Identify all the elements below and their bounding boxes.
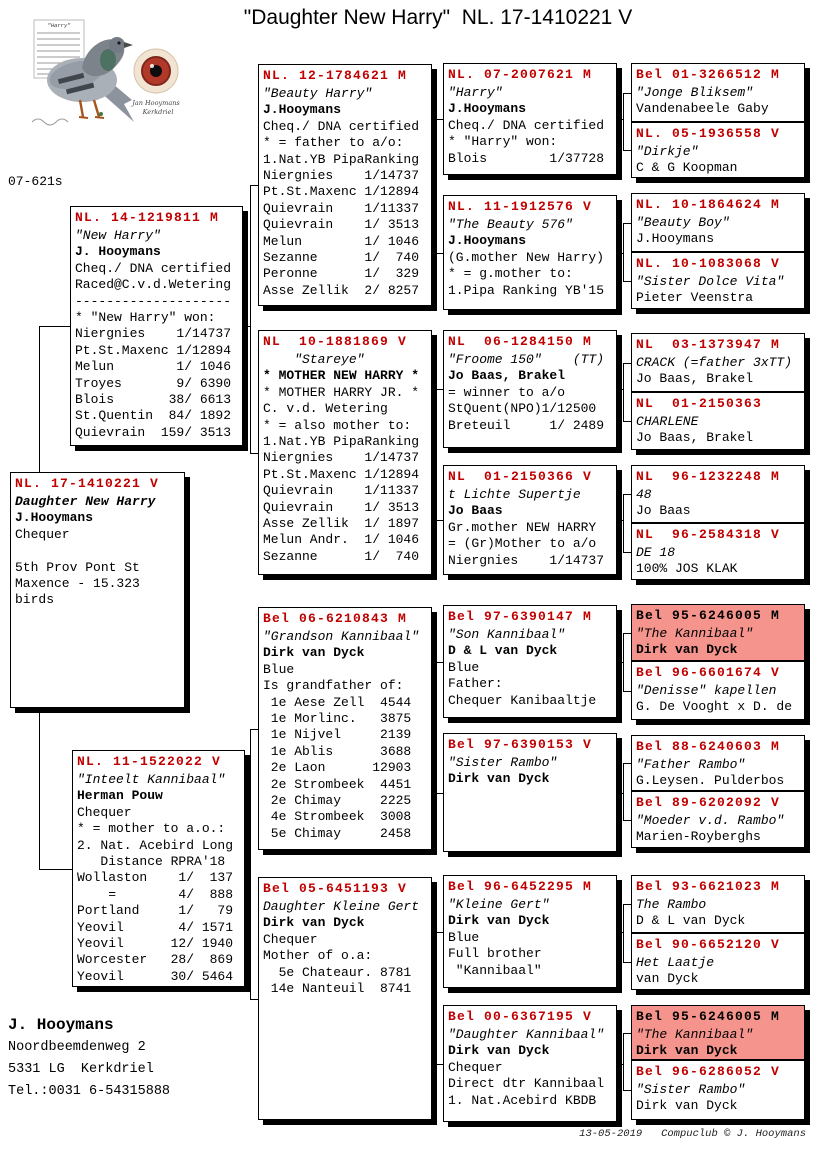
pedigree-box-g3p13 [631, 875, 805, 933]
ring-number: Bel 96-6452295 M [448, 879, 593, 894]
pedigree-box-g3p12 [631, 791, 805, 848]
pedigree-text-line: J.Hooymans [636, 231, 715, 247]
pedigree-connector-line [623, 1033, 631, 1034]
ring-number: NL. 07-2007621 M [448, 67, 593, 82]
pedigree-text-line: Yeovil 4/ 1571 [77, 919, 234, 935]
photo-caption-name: Jan Hooymans [132, 99, 180, 107]
pedigree-text-line: Cheq./ DNA certified [448, 117, 605, 133]
pedigree-connector-line [623, 494, 631, 495]
pedigree-text-line: Quievrain 1/11337 [263, 200, 420, 216]
pedigree-connector-line [243, 326, 251, 327]
pedigree-connector-line [623, 691, 631, 692]
pedigree-text-line: Het Laatje [636, 955, 715, 970]
ring-number: NL. 10-1864624 M [636, 197, 781, 212]
pedigree-text-line: DE 18 [636, 545, 676, 560]
pedigree-text-line: "Grandson Kannibaal" [263, 629, 420, 644]
pedigree-text-line: Pt.St.Maxenc 1/12894 [75, 342, 232, 358]
pedigree-connector-line [436, 793, 443, 794]
pedigree-text-line: 100% JOS KLAK [636, 561, 738, 577]
pedigree-connector-line [436, 389, 437, 521]
pedigree-text-line: G.Leysen. Pulderbos [636, 773, 785, 789]
pedigree-text-line: Blue [448, 659, 480, 675]
pedigree-box-g3p9 [631, 604, 805, 661]
pedigree-text-line: 1e Morlinc. 3875 [263, 711, 412, 727]
pedigree-box-g3p2 [631, 122, 805, 178]
pedigree-text-line: "Froome 150" (TT) [448, 352, 605, 367]
footer-phone: Tel.:0031 6-54315888 [8, 1084, 171, 1099]
pedigree-box-g3p10 [631, 661, 805, 720]
pedigree-text-line: 1e Ablis 3688 [263, 743, 412, 759]
pedigree-text-line: J.Hooymans [448, 101, 527, 117]
pedigree-connector-line [623, 494, 624, 553]
pedigree-text-line: Pieter Veenstra [636, 290, 754, 306]
pedigree-connector-line [623, 281, 631, 282]
pedigree-text-line: Dirk van Dyck [448, 913, 550, 929]
pedigree-text-line: Daughter New Harry [15, 494, 156, 509]
pedigree-text-line: Jo Baas, Brakel [636, 371, 754, 387]
pedigree-box-g3p14 [631, 933, 805, 990]
pedigree-text-line: Jo Baas [636, 503, 691, 519]
pedigree-text-line: "New Harry" [75, 228, 161, 243]
pedigree-text-line: * = also mother to: [263, 417, 412, 433]
pedigree-box-g3p11 [631, 735, 805, 791]
pedigree-connector-line [623, 421, 631, 422]
pedigree-text-line: Blue [448, 929, 480, 945]
ring-number: NL 01-2150363 [636, 396, 763, 411]
ring-number: Bel 00-6367195 V [448, 1009, 593, 1024]
pedigree-text-line: * MOTHER HARRY JR. * [263, 384, 420, 400]
pigeon-photo [6, 18, 211, 136]
pedigree-connector-line [623, 763, 631, 764]
pedigree-text-line: = (Gr)Mother to a/o [448, 536, 597, 552]
pedigree-text-line: 4e Strombeek 3008 [263, 809, 412, 825]
pedigree-text-line: 48 [636, 487, 652, 502]
pedigree-text-line: Jo Baas [448, 503, 503, 519]
pedigree-text-line: Portland 1/ 79 [77, 903, 234, 919]
pedigree-text-line: 5th Prov Pont St [15, 559, 140, 575]
footer-address-line1: Noordbeemdenweg 2 [8, 1040, 146, 1055]
pedigree-text-line: St.Quentin 84/ 1892 [75, 408, 232, 424]
ring-number: NL. 11-1522022 V [77, 754, 222, 769]
pedigree-text-line: The Rambo [636, 897, 707, 912]
pedigree-connector-line [39, 326, 70, 327]
pedigree-box-g3p6 [631, 392, 805, 450]
pedigree-text-line: Quievrain 1/11337 [263, 483, 420, 499]
pedigree-connector-line [436, 1064, 443, 1065]
ring-number: NL. 14-1219811 M [75, 210, 220, 225]
pedigree-text-line: "The Kannibaal" [636, 626, 754, 641]
pedigree-connector-line [623, 763, 624, 821]
pedigree-connector-line [432, 999, 437, 1000]
pedigree-connector-line [436, 662, 443, 663]
pedigree-text-line: Niergnies 1/14737 [263, 450, 420, 466]
pedigree-text-line: "Kannibaal" [448, 962, 542, 978]
pedigree-box-g3p5 [631, 333, 805, 392]
pedigree-text-line: Breteuil 1/ 2489 [448, 417, 605, 433]
pedigree-text-line: 14e Nanteuil 8741 [263, 981, 412, 997]
ring-number: Bel 06-6210843 M [263, 611, 408, 626]
pedigree-box-g3p1 [631, 63, 805, 122]
pedigree-text-line: 5e Chimay 2458 [263, 825, 412, 841]
pedigree-text-line: 1. Nat.Acebird KBDB [448, 1092, 597, 1108]
pedigree-text-line: 1.Pipa Ranking YB'15 [448, 282, 605, 298]
ring-number: Bel 96-6601674 V [636, 665, 781, 680]
pedigree-text-line: (G.mother New Harry) [448, 249, 605, 265]
pedigree-connector-line [39, 869, 72, 870]
pedigree-text-line: "Beauty Boy" [636, 215, 730, 230]
ring-number: NL 96-2584318 V [636, 527, 781, 542]
pedigree-text-line [15, 543, 180, 559]
pedigree-text-line: 2e Chimay 2225 [263, 793, 412, 809]
pedigree-text-line: "Father Rambo" [636, 757, 746, 772]
pedigree-text-line: 2e Strombeek 4451 [263, 776, 412, 792]
pedigree-box-ggp2 [443, 195, 617, 310]
ring-number: NL 96-1232248 M [636, 469, 781, 484]
ring-number: NL 10-1881869 V [263, 334, 408, 349]
pedigree-text-line: "Son Kannibaal" [448, 627, 566, 642]
pedigree-connector-line [250, 185, 251, 454]
pedigree-text-line: t Lichte Supertje [448, 487, 581, 502]
ring-number: NL. 17-1410221 V [15, 476, 160, 491]
pedigree-text-line: * = father to a/o: [263, 135, 404, 151]
pedigree-text-line: Asse Zellik 1/ 1897 [263, 516, 420, 532]
pedigree-card-title: "Harry" [47, 22, 71, 29]
pedigree-text-line: Blois 1/37728 [448, 150, 605, 166]
ring-number: NL. 11-1912576 V [448, 199, 593, 214]
ring-number: Bel 97-6390147 M [448, 609, 593, 624]
pedigree-connector-line [623, 363, 631, 364]
pedigree-box-ggp6 [443, 733, 617, 852]
pedigree-connector-line [617, 793, 624, 794]
pedigree-connector-line [623, 904, 624, 963]
pedigree-connector-line [623, 904, 631, 905]
pedigree-text-line: -------------------- [75, 293, 232, 309]
footer-owner-name: J. Hooymans [8, 1016, 114, 1034]
pedigree-connector-line [432, 453, 437, 454]
pedigree-box-ggp5 [443, 605, 617, 718]
pedigree-text-line: "Moeder v.d. Rambo" [636, 813, 785, 828]
pedigree-connector-line [617, 662, 624, 663]
pedigree-box-gp4 [258, 877, 432, 1120]
pedigree-connector-line [617, 253, 624, 254]
ring-number: Bel 93-6621023 M [636, 879, 781, 894]
pedigree-text-line: 1.Nat.YB PipaRanking [263, 434, 420, 450]
pedigree-text-line: = winner to a/o [448, 384, 566, 400]
pedigree-box-g3p16 [631, 1060, 805, 1120]
pedigree-connector-line [617, 119, 624, 120]
pedigree-text-line: Full brother [448, 946, 542, 962]
pedigree-text-line: = 4/ 888 [77, 886, 234, 902]
pedigree-text-line: "Daughter Kannibaal" [448, 1027, 605, 1042]
pedigree-text-line: Direct dtr Kannibaal [448, 1076, 605, 1092]
pedigree-text-line: Melun 1/ 1046 [75, 359, 232, 375]
pedigree-connector-line [617, 389, 624, 390]
footer-date-credit: 13-05-2019 Compuclub © J. Hooymans [579, 1128, 806, 1140]
pedigree-text-line: Dirk van Dyck [448, 771, 550, 787]
pedigree-text-line: Niergnies 1/14737 [263, 168, 420, 184]
pedigree-text-line: "Beauty Harry" [263, 86, 373, 101]
pedigree-text-line: Maxence - 15.323 [15, 576, 140, 592]
ring-number: NL. 12-1784621 M [263, 68, 408, 83]
pedigree-text-line: 1e Aese Zell 4544 [263, 694, 412, 710]
pedigree-connector-line [432, 185, 437, 186]
pedigree-connector-line [245, 869, 251, 870]
pedigree-box-gp1 [258, 64, 432, 306]
pedigree-text-line: Cheq./ DNA certified [75, 260, 232, 276]
pedigree-connector-line [432, 729, 437, 730]
pedigree-connector-line [623, 363, 624, 422]
ring-number: NL. 10-1083068 V [636, 256, 781, 271]
pedigree-connector-line [617, 932, 624, 933]
pedigree-box-ggp7 [443, 875, 617, 988]
pedigree-connector-line [623, 962, 631, 963]
pedigree-box-mother [72, 750, 245, 987]
ring-number: Bel 88-6240603 M [636, 739, 781, 754]
pedigree-text-line: Jo Baas, Brakel [636, 430, 754, 446]
ring-number: Bel 89-6202092 V [636, 795, 781, 810]
pedigree-text-line: Vandenabeele Gaby [636, 101, 769, 117]
pedigree-text-line: Yeovil 30/ 5464 [77, 968, 234, 984]
pedigree-text-line: Asse Zellik 2/ 8257 [263, 282, 420, 298]
pedigree-box-ggp4 [443, 465, 617, 575]
pedigree-text-line: * "Harry" won: [448, 134, 558, 150]
pedigree-text-line: Dirk van Dyck [263, 915, 365, 931]
pedigree-connector-line [250, 185, 258, 186]
pedigree-text-line: Peronne 1/ 329 [263, 266, 420, 282]
pedigree-text-line: Niergnies 1/14737 [448, 552, 605, 568]
pedigree-box-gp2 [258, 330, 432, 575]
pedigree-text-line: Blois 38/ 6613 [75, 392, 232, 408]
pedigree-text-line: D & L van Dyck [636, 913, 746, 929]
pedigree-text-line: C. v.d. Wetering [263, 401, 388, 417]
pedigree-text-line: J. Hooymans [75, 244, 161, 260]
pedigree-text-line: Niergnies 1/14737 [75, 326, 232, 342]
pedigree-box-g3p3 [631, 193, 805, 252]
pedigree-connector-line [623, 633, 631, 634]
pedigree-text-line: Daughter Kleine Gert [263, 899, 420, 914]
pedigree-text-line: Gr.mother NEW HARRY [448, 519, 597, 535]
pedigree-text-line: Is grandfather of: [263, 678, 404, 694]
pedigree-text-line: Mother of o.a: [263, 948, 373, 964]
pedigree-text-line: Chequer [77, 804, 132, 820]
pedigree-text-line: Cheq./ DNA certified [263, 118, 420, 134]
pedigree-text-line: StQuent(NPO)1/12500 [448, 401, 597, 417]
pedigree-connector-line [436, 119, 443, 120]
pedigree-text-line: Dirk van Dyck [636, 1043, 738, 1059]
pedigree-connector-line [436, 389, 443, 390]
pedigree-text-line: Melun 1/ 1046 [263, 233, 420, 249]
pedigree-box-ggp3 [443, 330, 617, 448]
pedigree-text-line: Dirk van Dyck [636, 642, 738, 658]
pedigree-text-line: J.Hooymans [448, 233, 527, 249]
ring-number: Bel 90-6652120 V [636, 937, 781, 952]
ring-number: NL. 05-1936558 V [636, 126, 781, 141]
pedigree-box-father [70, 206, 243, 446]
pedigree-text-line: Worcester 28/ 869 [77, 952, 234, 968]
pedigree-box-g3p7 [631, 465, 805, 523]
pedigree-text-line: Herman Pouw [77, 788, 163, 804]
pedigree-text-line: Dirk van Dyck [636, 1098, 738, 1114]
pedigree-text-line: "The Kannibaal" [636, 1027, 754, 1042]
pedigree-text-line: van Dyck [636, 971, 699, 987]
pedigree-text-line: Wollaston 1/ 137 [77, 870, 234, 886]
pedigree-text-line: Yeovil 12/ 1940 [77, 936, 234, 952]
pedigree-text-line: 2e Laon 12903 [263, 760, 412, 776]
pedigree-connector-line [623, 1033, 624, 1091]
pedigree-text-line: Quievrain 1/ 3513 [263, 217, 420, 233]
pedigree-text-line: Blue [263, 661, 295, 677]
pedigree-box-g3p15 [631, 1005, 805, 1060]
pedigree-text-line: J.Hooymans [263, 102, 342, 118]
pedigree-text-line: "Denisse" kapellen [636, 683, 777, 698]
ring-number: NL 01-2150366 V [448, 469, 593, 484]
page-title: "Daughter New Harry" NL. 17-1410221 V [243, 6, 633, 29]
pedigree-text-line: "Jonge Bliksem" [636, 85, 754, 100]
pedigree-text-line: Sezanne 1/ 740 [263, 548, 420, 564]
pedigree-text-line: Marien-Royberghs [636, 829, 761, 845]
ring-number: NL 06-1284150 M [448, 334, 593, 349]
pedigree-text-line: Sezanne 1/ 740 [263, 250, 420, 266]
pedigree-text-line: "Sister Rambo" [448, 755, 558, 770]
pedigree-text-line: 1.Nat.YB PipaRanking [263, 151, 420, 167]
pedigree-box-g3p4 [631, 252, 805, 309]
pedigree-connector-line [617, 1064, 624, 1065]
pedigree-connector-line [436, 932, 443, 933]
pigeon-eye-photo [134, 49, 178, 93]
pedigree-text-line: Chequer [15, 526, 70, 542]
pedigree-text-line: 5e Chateaur. 8781 [263, 964, 412, 980]
pedigree-connector-line [623, 820, 631, 821]
pedigree-text-line: "Inteelt Kannibaal" [77, 772, 226, 787]
pedigree-text-line: Chequer [448, 1059, 503, 1075]
pedigree-text-line: Dirk van Dyck [448, 1043, 550, 1059]
photo-label: 07-621s [8, 174, 63, 189]
pedigree-box-subject [10, 472, 185, 708]
pedigree-text-line: "Sister Rambo" [636, 1082, 746, 1097]
pedigree-text-line: C & G Koopman [636, 160, 738, 176]
pedigree-connector-line [623, 93, 624, 151]
pedigree-connector-line [250, 729, 251, 1000]
pedigree-text-line: Melun Andr. 1/ 1046 [263, 532, 420, 548]
pedigree-text-line: "Dirkje" [636, 144, 699, 159]
pedigree-text-line: J.Hooymans [15, 510, 94, 526]
pedigree-text-line: * = g.mother to: [448, 266, 573, 282]
pedigree-connector-line [623, 150, 631, 151]
pedigree-text-line: birds [15, 592, 55, 608]
pedigree-text-line: "The Beauty 576" [448, 217, 573, 232]
pedigree-text-line: Quievrain 1/ 3513 [263, 499, 420, 515]
pedigree-text-line: "Harry" [448, 85, 503, 100]
photo-caption-place: Kerkdriel [142, 108, 174, 116]
ring-number: Bel 97-6390153 V [448, 737, 593, 752]
ring-number: Bel 05-6451193 V [263, 881, 408, 896]
pedigree-connector-line [623, 93, 631, 94]
pedigree-text-line: Dirk van Dyck [263, 645, 365, 661]
pedigree-text-line: 1e Nijvel 2139 [263, 727, 412, 743]
pedigree-text-line: * "New Harry" won: [75, 310, 216, 326]
pedigree-connector-line [436, 662, 437, 794]
pedigree-text-line: Raced@C.v.d.Wetering [75, 277, 232, 293]
pedigree-text-line: Pt.St.Maxenc 1/12894 [263, 466, 420, 482]
pedigree-connector-line [250, 453, 258, 454]
pedigree-text-line: "Sister Dolce Vita" [636, 274, 785, 289]
pedigree-connector-line [623, 1090, 631, 1091]
ring-number: Bel 96-6286052 V [636, 1064, 781, 1079]
pedigree-text-line: Chequer [263, 931, 318, 947]
ring-number: Bel 95-6246005 M [636, 608, 781, 623]
footer-address-line2: 5331 LG Kerkdriel [8, 1062, 154, 1077]
pedigree-connector-line [436, 119, 437, 254]
pedigree-box-ggp8 [443, 1005, 617, 1122]
pedigree-text-line: G. De Vooght x D. de [636, 699, 793, 715]
pedigree-box-gp3 [258, 607, 432, 850]
pedigree-connector-line [436, 253, 443, 254]
pedigree-text-line: Troyes 9/ 6390 [75, 375, 232, 391]
pedigree-connector-line [250, 729, 258, 730]
pedigree-text-line: Distance RPRA'18 [77, 854, 226, 870]
pedigree-connector-line [623, 552, 631, 553]
pedigree-text-line: "Stareye" [263, 352, 365, 367]
ring-number: Bel 01-3266512 M [636, 67, 781, 82]
pedigree-box-ggp1 [443, 63, 617, 175]
pedigree-text-line: CRACK (=father 3xTT) [636, 355, 793, 370]
pedigree-connector-line [623, 223, 631, 224]
pedigree-text-line: 2. Nat. Acebird Long [77, 837, 234, 853]
pedigree-connector-line [436, 520, 443, 521]
pedigree-box-g3p8 [631, 523, 805, 580]
pedigree-text-line: Chequer Kanibaaltje [448, 692, 597, 708]
pedigree-text-line: * MOTHER NEW HARRY * [263, 368, 420, 384]
pedigree-text-line: Quievrain 159/ 3513 [75, 424, 232, 440]
pedigree-text-line: Jo Baas, Brakel [448, 368, 566, 384]
pedigree-text-line: * = mother to a.o.: [77, 821, 226, 837]
pedigree-connector-line [617, 520, 624, 521]
ring-number: NL 03-1373947 M [636, 337, 781, 352]
pedigree-text-line: Father: [448, 676, 503, 692]
pedigree-text-line: D & L van Dyck [448, 643, 558, 659]
pedigree-text-line: CHARLENE [636, 414, 699, 429]
pedigree-text-line: Pt.St.Maxenc 1/12894 [263, 184, 420, 200]
ring-number: Bel 95-6246005 M [636, 1009, 781, 1024]
pedigree-text-line: "Kleine Gert" [448, 897, 550, 912]
pedigree-connector-line [250, 999, 258, 1000]
